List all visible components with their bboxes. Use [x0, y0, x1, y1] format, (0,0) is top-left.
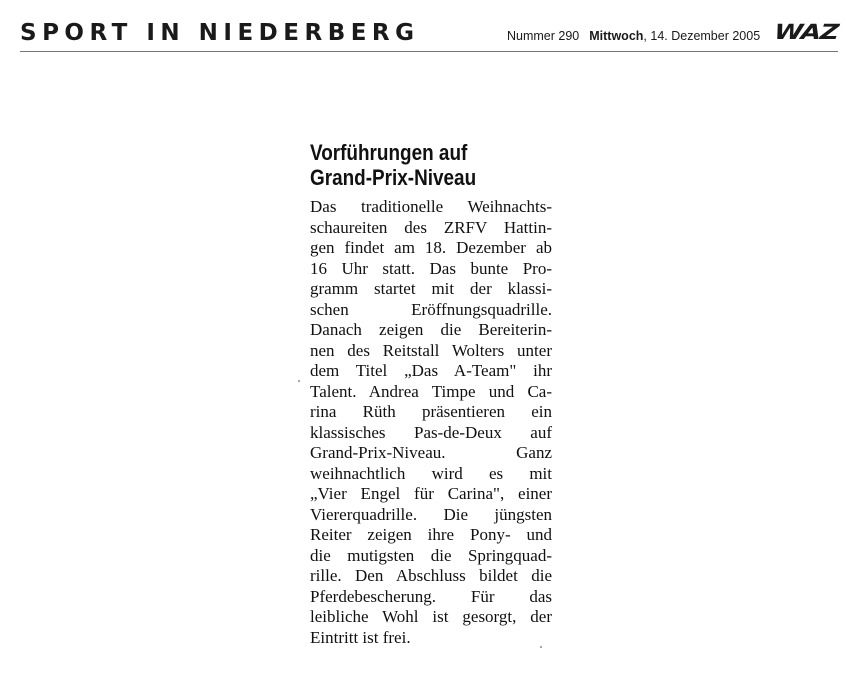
body-line: klassisches Pas-de-Deux auf [310, 422, 552, 442]
body-line: dem Titel „Das A-Team" ihr [310, 361, 552, 380]
body-line: schen Eröffnungsquadrille. [310, 299, 552, 319]
article-headline [310, 140, 551, 190]
body-line: rina Rüth präsentieren ein [310, 402, 552, 421]
scan-speck [298, 380, 300, 382]
article [310, 140, 552, 648]
header-rule [20, 51, 838, 52]
body-line: Reiter zeigen ihre Pony- und [310, 525, 552, 544]
headline-line-2: Grand-Prix-Niveau [310, 165, 477, 190]
body-line: Danach zeigen die Bereiterin- [310, 320, 552, 339]
article-body [310, 197, 552, 648]
issue-info [507, 29, 760, 43]
body-line: weihnachtlich wird es mit [310, 463, 552, 483]
body-line: gramm startet mit der klassi- [310, 279, 552, 298]
body-line: gen findet am 18. Dezember ab [310, 238, 552, 257]
body-line: Das traditionelle Weihnachts- [310, 197, 552, 216]
body-line: 16 Uhr statt. Das bunte Pro- [310, 258, 552, 278]
issue-weekday: Mittwoch [589, 29, 644, 43]
body-line: Pferdebescherung. Für das [310, 586, 552, 606]
body-line: Viererquadrille. Die jüngsten [310, 504, 552, 524]
issue-date: , 14. Dezember 2005 [643, 29, 761, 43]
newspaper-logo: WAZ [773, 20, 840, 44]
issue-number: Nummer 290 [507, 29, 580, 43]
body-line: nen des Reitstall Wolters unter [310, 340, 552, 360]
headline-line-1: Vorführungen auf [310, 140, 468, 165]
body-line: „Vier Engel für Carina", einer [310, 484, 552, 503]
body-line: Eintritt ist frei. [310, 627, 411, 647]
scan-speck [540, 646, 542, 648]
body-line: Talent. Andrea Timpe und Ca- [310, 381, 552, 401]
body-line: Grand-Prix-Niveau. Ganz [310, 443, 552, 462]
body-line: leibliche Wohl ist gesorgt, der [310, 607, 552, 626]
body-line: rille. Den Abschluss bildet die [310, 566, 552, 585]
body-line: schaureiten des ZRFV Hattin- [310, 217, 552, 237]
section-title: SPORT IN NIEDERBERG [20, 20, 420, 46]
body-line: die mutigsten die Springquad- [310, 545, 552, 565]
page-header [20, 20, 838, 52]
